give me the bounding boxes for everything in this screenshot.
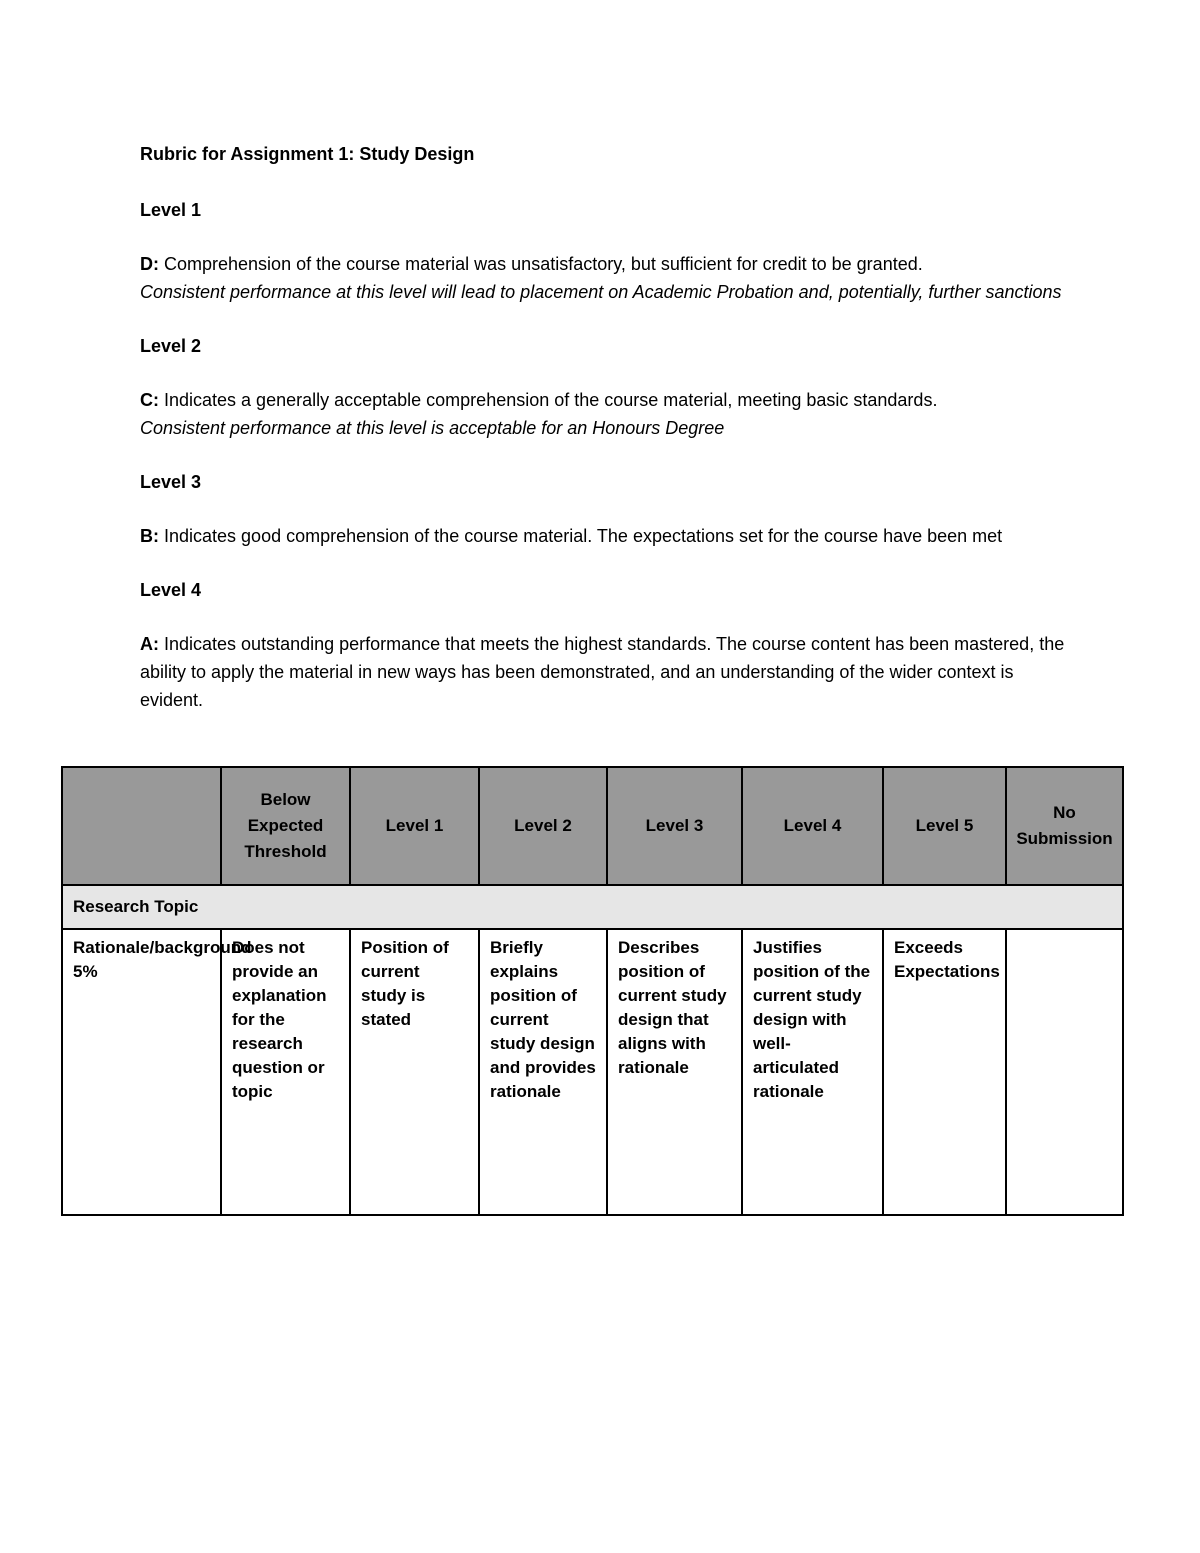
level-description-4 [140,630,1080,714]
cell-level-3: Describes position of current study design that aligns with rationale [607,929,742,1215]
grade-label-c: C: [140,390,159,410]
level-heading-4: Level 4 [140,580,202,600]
level-heading-1: Level 1 [140,200,202,220]
level-text-1: Comprehension of the course material was unsatisfactory, but sufficient for credit to be granted. [159,254,923,274]
level-text-4: Indicates outstanding performance that meets the highest standards. The course content has been mastered, the ability to apply the material in new ways has been demonstrated, and an understanding of the wider context is evident. [140,634,1065,710]
header-level-4: Level 4 [742,767,883,885]
level-heading-2: Level 2 [140,336,202,356]
header-level-3: Level 3 [607,767,742,885]
section-title: Research Topic [62,885,1123,929]
level-description-1 [140,250,1080,306]
level-text-3: Indicates good comprehension of the course material. The expectations set for the course have been met [159,526,1003,546]
criterion-cell: Rationale/background 5% [62,929,221,1215]
header-below-expected-threshold: Below Expected Threshold [221,767,350,885]
cell-level-2: Briefly explains position of current study design and provides rationale [479,929,607,1215]
level-note-2: Consistent performance at this level is acceptable for an Honours Degree [140,418,725,438]
grade-label-a: A: [140,634,159,654]
section-row [62,885,1123,929]
header-level-5: Level 5 [883,767,1006,885]
grade-label-b: B: [140,526,159,546]
rubric-intro [140,140,1080,740]
document-title: Rubric for Assignment 1: Study Design [140,144,475,164]
header-no-submission: No Submission [1006,767,1123,885]
header-criterion [62,767,221,885]
cell-no-submission [1006,929,1123,1215]
table-header-row [62,767,1123,885]
table-row [62,929,1123,1215]
cell-below-expected-threshold: Does not provide an explanation for the research question or topic [221,929,350,1215]
header-level-1: Level 1 [350,767,479,885]
header-level-2: Level 2 [479,767,607,885]
level-text-2: Indicates a generally acceptable comprehension of the course material, meeting basic standards. [159,390,938,410]
level-note-1: Consistent performance at this level will lead to placement on Academic Probation and, potentially, further sanctions [140,282,1062,302]
cell-level-5: Exceeds Expectations [883,929,1006,1215]
cell-level-1: Position of current study is stated [350,929,479,1215]
cell-level-4: Justifies position of the current study design with well-articulated rationale [742,929,883,1215]
level-description-2 [140,386,1080,442]
grade-label-d: D: [140,254,159,274]
level-description-3 [140,522,1080,550]
level-heading-3: Level 3 [140,472,202,492]
rubric-table [61,766,1124,1216]
